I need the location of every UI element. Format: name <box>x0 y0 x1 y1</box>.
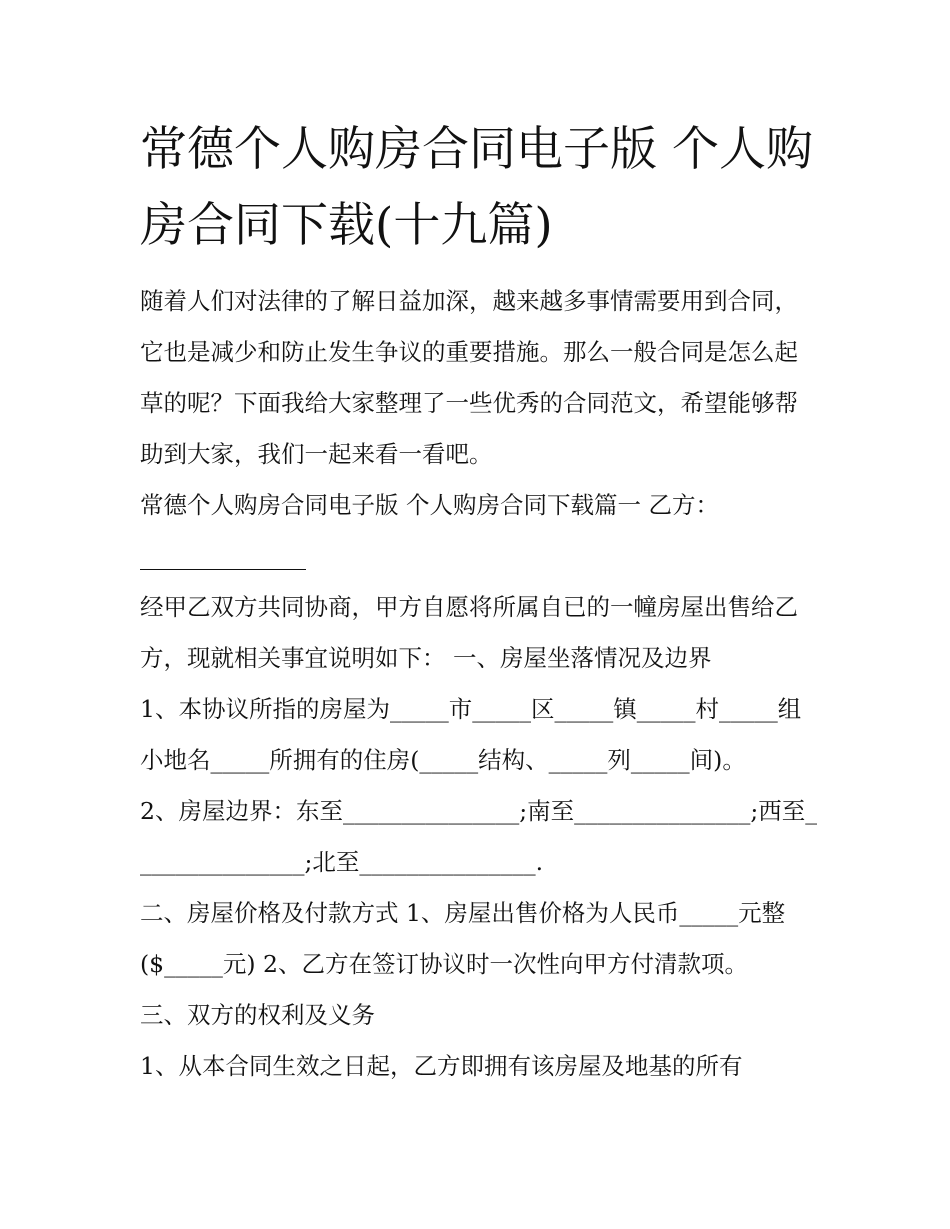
contract-paragraph-2: 1、本协议所指的房屋为_____市_____区_____镇_____村_____组小地名_____所拥有的住房(_____结构、_____列_____间)。 <box>140 695 802 774</box>
contract-paragraph-4: 二、房屋价格及付款方式 1、房屋出售价格为人民币_____元整($_____元) 2、乙方在签订协议时一次性向甲方付清款项。 <box>140 899 786 978</box>
signature-blank-line <box>140 531 306 570</box>
intro-paragraph: 随着人们对法律的了解日益加深，越来越多事情需要用到合同，它也是减少和防止发生争议的重要措施。那么一般合同是怎么起草的呢？下面我给大家整理了一些优秀的合同范文，希望能够帮助到大家，我们一起来看一看吧。 <box>140 287 798 468</box>
section-heading: 常德个人购房合同电子版 个人购房合同下载篇一 乙方： <box>140 491 719 519</box>
contract-paragraph-5: 三、双方的权利及义务 <box>140 1001 375 1029</box>
contract-paragraph-1: 经甲乙双方共同协商，甲方自愿将所属自已的一幢房屋出售给乙方，现就相关事宜说明如下： 一、房屋坐落情况及边界 <box>140 593 798 672</box>
contract-paragraph-6: 1、从本合同生效之日起，乙方即拥有该房屋及地基的所有 <box>140 1052 743 1080</box>
contract-paragraph-3: 2、房屋边界：东至_______________;南至_______________;西至_______________;北至_______________. <box>140 797 818 876</box>
document-title: 常德个人购房合同电子版 个人购房合同下载(十九篇) <box>140 122 813 253</box>
document-content <box>140 112 820 1092</box>
